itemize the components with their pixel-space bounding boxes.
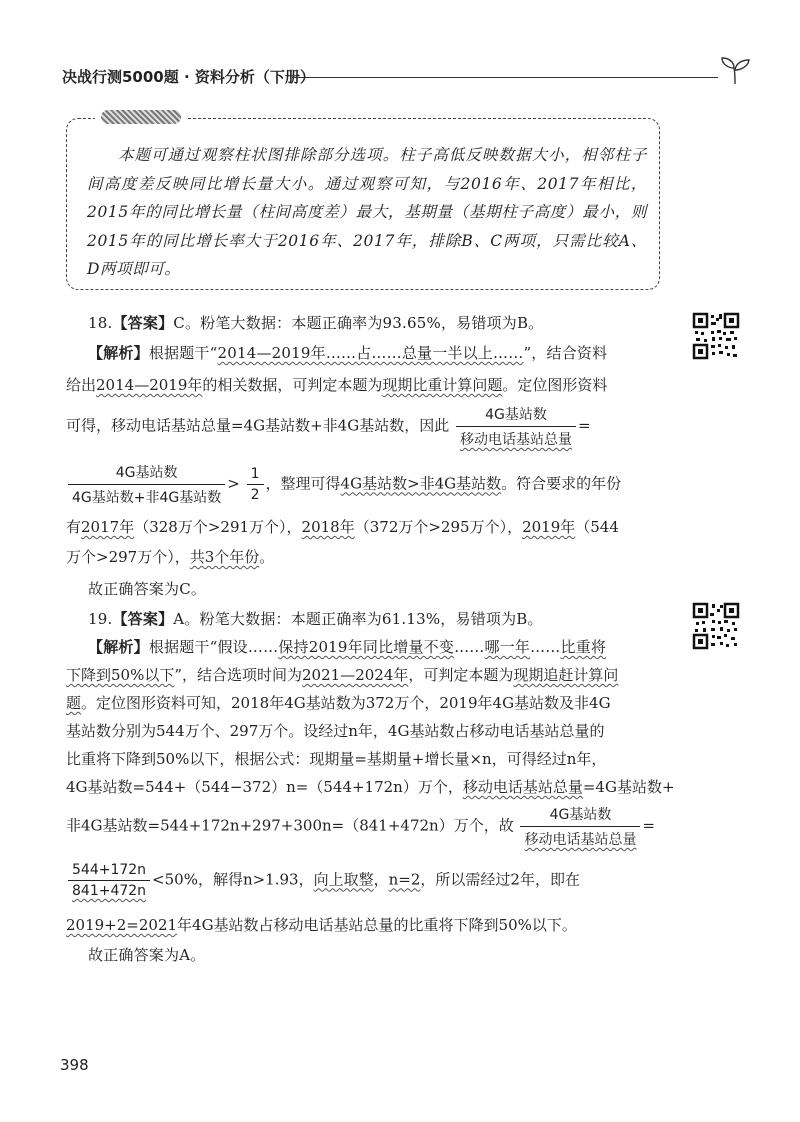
text-run: ……: [454, 638, 485, 656]
fraction-denominator: 841+472n: [72, 883, 147, 899]
q19-analysis-line3: [66, 688, 680, 718]
q19-analysis-line1: [88, 632, 688, 662]
emphasis-run: 2019年: [522, 518, 576, 536]
q19-analysis-line7: [66, 804, 680, 849]
fraction-numerator: 4G基站数: [520, 804, 640, 827]
fraction-numerator: 544+172n: [68, 862, 150, 881]
q19-analysis-line6: [66, 772, 680, 802]
q19-analysis-line5: 比重将下降到50%以下，根据公式：现期量=基期量+增长量×n，可得经过n年，: [66, 750, 607, 768]
q19-analysis-label: 【解析】: [88, 638, 149, 656]
text-run: 年4G基站数占移动电话基站总量的比重将下降到50%以下。: [177, 916, 577, 934]
text-run: ，可判定本题为: [408, 666, 514, 684]
text-run: 万个>297万个），: [66, 548, 190, 566]
fraction-denominator: 4G基站数+非4G基站数: [72, 490, 222, 506]
sprout-icon: [718, 52, 752, 86]
q19-number: 19.: [88, 610, 113, 628]
fraction-numerator: 4G基站数: [456, 404, 576, 427]
emphasis-run: 2014—2019年……占……总量一半以上……: [217, 344, 524, 362]
q18-analysis-line3: [66, 404, 680, 449]
q19-answer: [88, 604, 688, 634]
text-run: ，所以需经过2年，即在: [420, 870, 580, 889]
emphasis-run: 共3个年份: [189, 548, 260, 566]
fraction-one-half: [247, 466, 264, 503]
q19-conclusion: 故正确答案为A。: [88, 946, 206, 964]
fraction-numerator: 4G基站数: [68, 462, 225, 485]
emphasis-run: 2019+2=2021: [66, 916, 178, 934]
text-run: 的相关数据，可判定本题为: [202, 376, 383, 394]
text-run: <50%，解得n>1.93，: [152, 870, 314, 889]
running-header: [62, 66, 752, 88]
text-run: 非4G基站数=544+172n+297+300n=（841+472n）万个，故: [66, 816, 514, 835]
tip-box: [66, 118, 660, 290]
emphasis-run: n=2: [388, 870, 421, 889]
text-run: （328万个>291万个），: [134, 518, 302, 536]
tip-text: 本题可通过观察柱状图排除部分选项。柱子高低反映数据大小，相邻柱子间高度差反映同比增长量大小。通过观察可知，与2016年、2017年相比，2015年的同比增长量（柱间高度差）最大，基期量（基期柱子高度）最小，则2015年的同比增长率大于2016年、2017年，排除B、C两项，只需比较A、D两项即可。: [87, 146, 647, 278]
q19-answer-label: 【答案】: [112, 610, 174, 628]
emphasis-run: 2021—2024年: [302, 666, 409, 684]
equals-sign: =: [577, 416, 591, 435]
q19-analysis-line4: 基站数分别为544万个、297万个。设经过n年，4G基站数占移动电话基站总量的: [66, 722, 605, 740]
fraction-denominator: 移动电话基站总量: [524, 832, 637, 848]
text-run: ，整理可得: [265, 474, 341, 493]
emphasis-run: 向上取整: [313, 870, 374, 889]
emphasis-run: 2018年: [301, 518, 355, 536]
text-run: （372万个>295万个），: [354, 518, 523, 536]
emphasis-run: 2014—2019年: [96, 376, 203, 394]
text-run: 。符合要求的年份: [501, 474, 622, 493]
emphasis-run: 题: [66, 694, 82, 712]
emphasis-run: 保持2019年同比增量不变: [278, 638, 455, 656]
q18-analysis-line2: [66, 374, 680, 395]
q19-qr-code-icon: [692, 602, 740, 650]
header-rule: [292, 77, 718, 78]
q18-analysis-line4: [66, 462, 680, 507]
q19-answer-text: A。粉笔大数据：本题正确率为61.13%，易错项为B。: [173, 610, 543, 628]
text-run: 。: [259, 548, 275, 566]
text-run: 根据题干“假设……: [148, 638, 279, 656]
page-number: 398: [60, 1056, 89, 1074]
text-run: 可得，移动电话基站总量=4G基站数+非4G基站数，因此: [66, 416, 450, 435]
q18-analysis-line6: [66, 546, 680, 567]
text-run: 。定位图形资料可知，2018年4G基站数为372万个，2019年4G基站数及非4G: [81, 694, 611, 712]
emphasis-run: 哪一年: [484, 638, 531, 656]
text-run: 给出: [66, 376, 97, 394]
q18-answer-label: 【答案】: [112, 314, 174, 332]
fraction-numerator: 1: [247, 466, 264, 485]
emphasis-run: 移动电话基站总量: [462, 778, 583, 796]
q19-analysis-line8: [66, 862, 680, 899]
text-run: 根据题干“: [148, 344, 218, 362]
q18-analysis-label: 【解析】: [88, 344, 149, 362]
text-run: ”，结合资料: [523, 344, 608, 362]
fraction-denominator: 移动电话基站总量: [459, 432, 572, 448]
emphasis-run: 4G基站数>非4G基站数: [340, 474, 502, 493]
emphasis-run: 比重将: [560, 638, 607, 656]
text-run: =4G基站数+: [582, 778, 675, 796]
emphasis-run: 现期追赶计算问: [513, 666, 619, 684]
emphasis-run: 2017年: [81, 518, 135, 536]
q18-answer: [88, 308, 688, 338]
tip-tab: [95, 107, 187, 127]
q18-conclusion: 故正确答案为C。: [88, 580, 207, 598]
text-run: 有: [66, 518, 82, 536]
text-run: （544: [575, 518, 619, 536]
fraction-projection: [68, 862, 150, 899]
text-run: 4G基站数=544+（544−372）n=（544+172n）万个，: [66, 778, 463, 796]
text-run: 。定位图形资料: [502, 376, 608, 394]
text-run: ”，结合选项时间为: [174, 666, 303, 684]
text-run: ……: [530, 638, 561, 656]
equals-sign: =: [642, 816, 656, 835]
q18-answer-text: C。粉笔大数据：本题正确率为93.65%，易错项为B。: [173, 314, 544, 332]
text-run: ，: [373, 870, 389, 889]
q18-analysis-line1: [88, 338, 688, 368]
fraction-4g-over-total: [520, 804, 640, 849]
fraction-4g-over-sum: [68, 462, 225, 507]
fraction-4g-over-total: [456, 404, 576, 449]
q18-analysis-line5: [66, 516, 680, 537]
q19-analysis-line2: [66, 660, 680, 690]
emphasis-run: 现期比重计算问题: [382, 376, 503, 394]
tip-tab-decoration: [101, 110, 181, 124]
emphasis-run: 下降到50%以下: [66, 666, 175, 684]
q19-analysis-line9: [66, 910, 680, 940]
book-title: 决战行测5000题 · 资料分析（下册）: [62, 68, 315, 86]
q18-number: 18.: [88, 314, 113, 332]
fraction-denominator: 2: [250, 487, 260, 503]
q18-qr-code-icon: [692, 312, 740, 360]
greater-than-sign: >: [227, 474, 240, 493]
